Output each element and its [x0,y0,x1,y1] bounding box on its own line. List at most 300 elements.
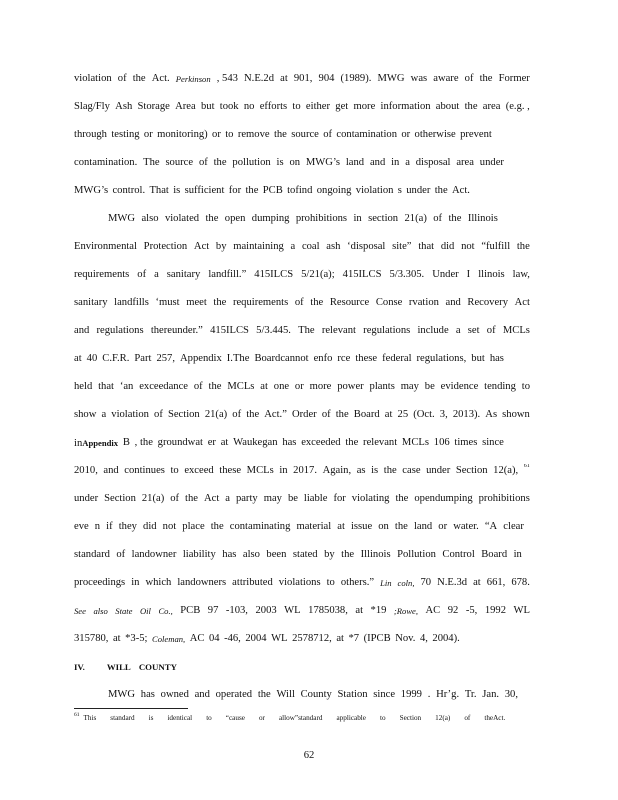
word: has [222,549,237,560]
footnote-word: to [206,714,212,722]
word: of [486,325,496,336]
word: prohibitions [295,213,348,224]
word: MWG [377,73,405,84]
text-line [74,604,530,618]
footnote-word: theAct. [484,714,506,722]
word: contamination [336,129,398,140]
word: they [118,521,137,532]
word: a [455,325,461,336]
word: of [193,381,203,392]
word: exceedance [139,381,189,392]
word: one [273,381,290,392]
word: prevent [460,129,492,140]
word: maintaining [233,241,284,252]
word: ‘an [119,381,134,392]
word: remove [237,129,270,140]
word: eve [74,521,89,532]
footnote-word: standard [110,714,135,722]
text-line [74,184,470,198]
word: “fulfill [481,241,511,252]
word: Co., [158,606,173,616]
word: -46, [224,633,241,644]
word: AC [425,605,441,616]
word: at [280,73,288,84]
word: continues [124,465,165,476]
text-line [74,520,524,534]
word: WL [271,633,288,644]
word: MCLs [246,465,274,476]
word: ash [326,241,341,252]
word: not [461,241,475,252]
word: WL [284,605,301,616]
word: requirements [232,297,289,308]
word: land [413,521,433,532]
word: source [291,129,319,140]
word: of [433,213,443,224]
word: to [170,465,179,476]
word: Control [442,549,475,560]
word: to [292,101,301,112]
word: 2004 [245,633,267,644]
text-line [108,212,498,226]
word: Act [193,241,210,252]
word: MCLs [502,325,530,336]
word: Act. [151,73,170,84]
word: 315780, [74,633,109,644]
word: under [74,493,99,504]
word: or [294,381,304,392]
word: 12(a), [493,465,519,476]
word: is [173,185,181,196]
word: through [74,129,107,140]
word: Section [455,465,488,476]
word: regulations [363,325,411,336]
word: the [448,213,462,224]
word: relevant [321,325,356,336]
word: the [210,521,224,532]
footnote-word: allow”standard [278,714,323,722]
word: violation [355,185,394,196]
word: the [257,689,271,700]
word: is [371,465,379,476]
word: Act.” [264,409,287,420]
word: 904 [318,73,335,84]
word: of [294,297,304,308]
word: party [235,493,258,504]
word: er [207,437,216,448]
word: the [341,549,355,560]
word: llinois [478,269,505,280]
word: at [220,437,229,448]
word: or [438,521,448,532]
word: operated [215,689,253,700]
word: 3, [439,409,448,420]
word: the [213,297,227,308]
word: of [137,269,147,280]
word: the [213,157,227,168]
word: did [143,521,157,532]
word: requirements [74,269,130,280]
word: for [228,185,242,196]
word: attributed [232,577,273,588]
word: times [454,437,478,448]
footnote-word: “cause [225,714,245,722]
word: rce [337,353,351,364]
word: Waukegan [233,437,278,448]
text-line [74,408,530,422]
word: Conse [375,297,403,308]
word: at [260,381,268,392]
word: sanitary [166,269,201,280]
word: in [353,213,362,224]
text-line [74,632,460,646]
word: 415ILCS [254,269,294,280]
word: be [287,493,298,504]
word: Part [134,353,152,364]
word: that [418,241,435,252]
word: Act. [451,185,470,196]
word: of [464,73,474,84]
word: *19 [370,605,387,616]
word: Under [432,269,459,280]
word: sanitary [74,297,108,308]
word: Storage [137,101,170,112]
word: violations [278,577,321,588]
word: area [456,157,474,168]
word: at [74,353,82,364]
word: tofind [287,185,313,196]
word: -103, [225,605,248,616]
word: Resource [329,297,370,308]
word: held [74,381,93,392]
word: the [310,297,324,308]
word: prohibitions [478,493,530,504]
word: Recovery [467,297,508,308]
word: 2013). [452,409,481,420]
word: I [466,269,471,280]
word: , the [134,437,153,448]
word: liable [303,493,328,504]
word: of [232,409,242,420]
word: MWG [108,213,136,224]
text-line [74,296,530,310]
word: stated [292,549,318,560]
word: Appendix [180,353,222,364]
text-line [74,100,530,114]
word: if [106,521,113,532]
word: n [94,521,101,532]
word: the [335,409,349,420]
word: may [400,381,419,392]
word: MCLs [401,437,430,448]
word: law, [512,269,530,280]
word: at [336,633,344,644]
word: set [467,325,480,336]
word: IV. [74,662,85,672]
word: 661, [486,577,506,588]
word: otherwise [414,129,456,140]
word: 04 [208,633,220,644]
word: the [345,437,359,448]
word: 4, [419,633,428,644]
footnote-word: or [258,714,265,722]
word: WILL [106,662,131,672]
word: COUNTY [138,662,177,672]
footnote-word: 12(a) [435,714,451,722]
text-line [74,324,530,338]
word: Again, [322,465,352,476]
word: but [471,353,485,364]
word: either [305,101,331,112]
word: water. [453,521,479,532]
word: these [355,353,378,364]
word: of [198,157,208,168]
word: Station [337,689,368,700]
word: but [200,101,215,112]
word: Board [353,409,380,420]
word: standard [74,549,110,560]
word: 2578712, [292,633,332,644]
word: Jan. [482,689,500,700]
word: (1989). [340,73,372,84]
word: shown [502,409,530,420]
text-line [74,128,492,142]
word: 30, [504,689,518,700]
word: be [424,381,435,392]
word: Will [276,689,295,700]
word: 1785038, [308,605,348,616]
word: opendumping [414,493,473,504]
word: the [464,101,478,112]
word: Act [203,493,220,504]
word: Ash [115,101,133,112]
word: exceeded [301,437,341,448]
word: by [324,549,335,560]
word: place [182,521,205,532]
word: 1999 [400,689,422,700]
word: and [103,465,119,476]
word: Lin [380,578,392,588]
word: 61 [523,464,530,469]
word: 25 [397,409,409,420]
word: of [117,73,127,84]
word: also [93,606,108,616]
word: land [345,157,365,168]
word: no [243,101,255,112]
word: sufficient [184,185,225,196]
word: at [337,521,345,532]
word: Boardcannot [254,353,309,364]
word: (e.g. , [505,101,530,112]
word: 70 [420,577,432,588]
word: 40 [86,353,98,364]
word: under [426,465,451,476]
text-line [108,688,518,702]
word: 97 [207,605,219,616]
word: on [289,157,301,168]
word: a [101,409,107,420]
word: took [219,101,239,112]
word: on [378,521,389,532]
word: disposal [415,157,451,168]
word: Slag/Fly [74,101,110,112]
word: thereunder.” [150,325,203,336]
word: material [296,521,332,532]
word: Board [481,549,508,560]
word: to [225,129,234,140]
word: pollution [232,157,271,168]
word: I.The [226,353,250,364]
word: violation [111,409,149,420]
word: also [242,549,260,560]
word: the [273,129,287,140]
word: proceedings [74,577,126,588]
section-heading [74,660,530,674]
word: in [391,157,400,168]
word: PCB [262,185,283,196]
word: exceed [184,465,214,476]
word: monitoring) [157,129,208,140]
word: of [323,129,333,140]
word: enfo [313,353,333,364]
word: to [521,381,530,392]
footnote-word: Section [399,714,422,722]
word: owned [160,689,189,700]
word: 257, [156,353,175,364]
text-line [74,492,530,506]
word: has [489,353,504,364]
word: federal [382,353,412,364]
word: MCLs [227,381,255,392]
word: is [276,157,284,168]
word: which [145,577,172,588]
word: See [74,606,86,616]
word: and [445,297,461,308]
word: 2010, [74,465,98,476]
word: contaminating [229,521,291,532]
text-line [74,352,504,366]
word: and [194,689,210,700]
word: clear [503,521,524,532]
word: a [290,241,296,252]
word: source [165,157,194,168]
word: others.” [340,577,375,588]
word: open [224,213,246,224]
word: Perkinson [175,74,211,84]
word: The [298,325,315,336]
word: regulations, [416,353,467,364]
word: 415ILCS [342,269,382,280]
word: landfill.” [208,269,247,280]
word: or [401,129,411,140]
word: Coleman, [152,634,186,644]
word: by [215,241,227,252]
word: Pollution [397,549,436,560]
word: power [337,381,364,392]
word: N.E.2d [244,73,275,84]
word: under [479,157,504,168]
word: s [397,185,402,196]
word: the [395,493,409,504]
word: case [402,465,421,476]
word: was [410,73,428,84]
word: the [245,185,259,196]
word: B [122,437,130,448]
text-line [74,268,530,282]
word: to [326,577,335,588]
word: contamination. [74,157,138,168]
word: include [417,325,449,336]
word: regulations [96,325,144,336]
word: Order [292,409,317,420]
word: coln, [397,578,415,588]
word: 92 [447,605,459,616]
footnote-word: This [83,714,97,722]
word: may [263,493,282,504]
footnote-rule [74,708,188,709]
word: landowners [177,577,227,588]
word: as [356,465,366,476]
text-line [74,548,522,562]
word: 5/21(a); [301,269,335,280]
word: the [208,381,222,392]
word: for [333,493,346,504]
word: Hr’g. [436,689,460,700]
text-line [74,380,530,394]
word: a [154,269,159,280]
word: the [516,241,530,252]
word: aware [433,73,459,84]
word: testing [111,129,140,140]
footnote-word: applicable [336,714,366,722]
word: the [383,465,397,476]
word: Nov. [395,633,416,644]
word: ‘must [155,297,180,308]
word: 678. [511,577,530,588]
word: has [140,689,155,700]
word: Environmental [74,241,137,252]
word: information [380,101,431,112]
word: 21(a) [141,493,165,504]
word: 2003 [255,605,277,616]
word: since [373,689,396,700]
word: (Oct. [413,409,435,420]
text-line [74,436,504,450]
word: 5/3.305. [389,269,425,280]
word: County [300,689,332,700]
word: area [482,101,501,112]
word: As [485,409,498,420]
word: ;Rowe, [393,606,419,616]
word: landowner [131,549,177,560]
word: Section [104,493,136,504]
word: in [279,465,288,476]
word: evidence [440,381,479,392]
word: violation [74,73,112,84]
word: N.E.3d [437,577,468,588]
word: of [116,549,126,560]
word: Former [498,73,530,84]
word: liability [182,549,216,560]
word: of [154,409,163,420]
word: State [115,606,133,616]
word: C.F.R. [102,353,130,364]
footnote [74,712,506,723]
word: 2004). [432,633,460,644]
word [74,436,118,450]
word: and [74,325,90,336]
word: the [434,185,448,196]
